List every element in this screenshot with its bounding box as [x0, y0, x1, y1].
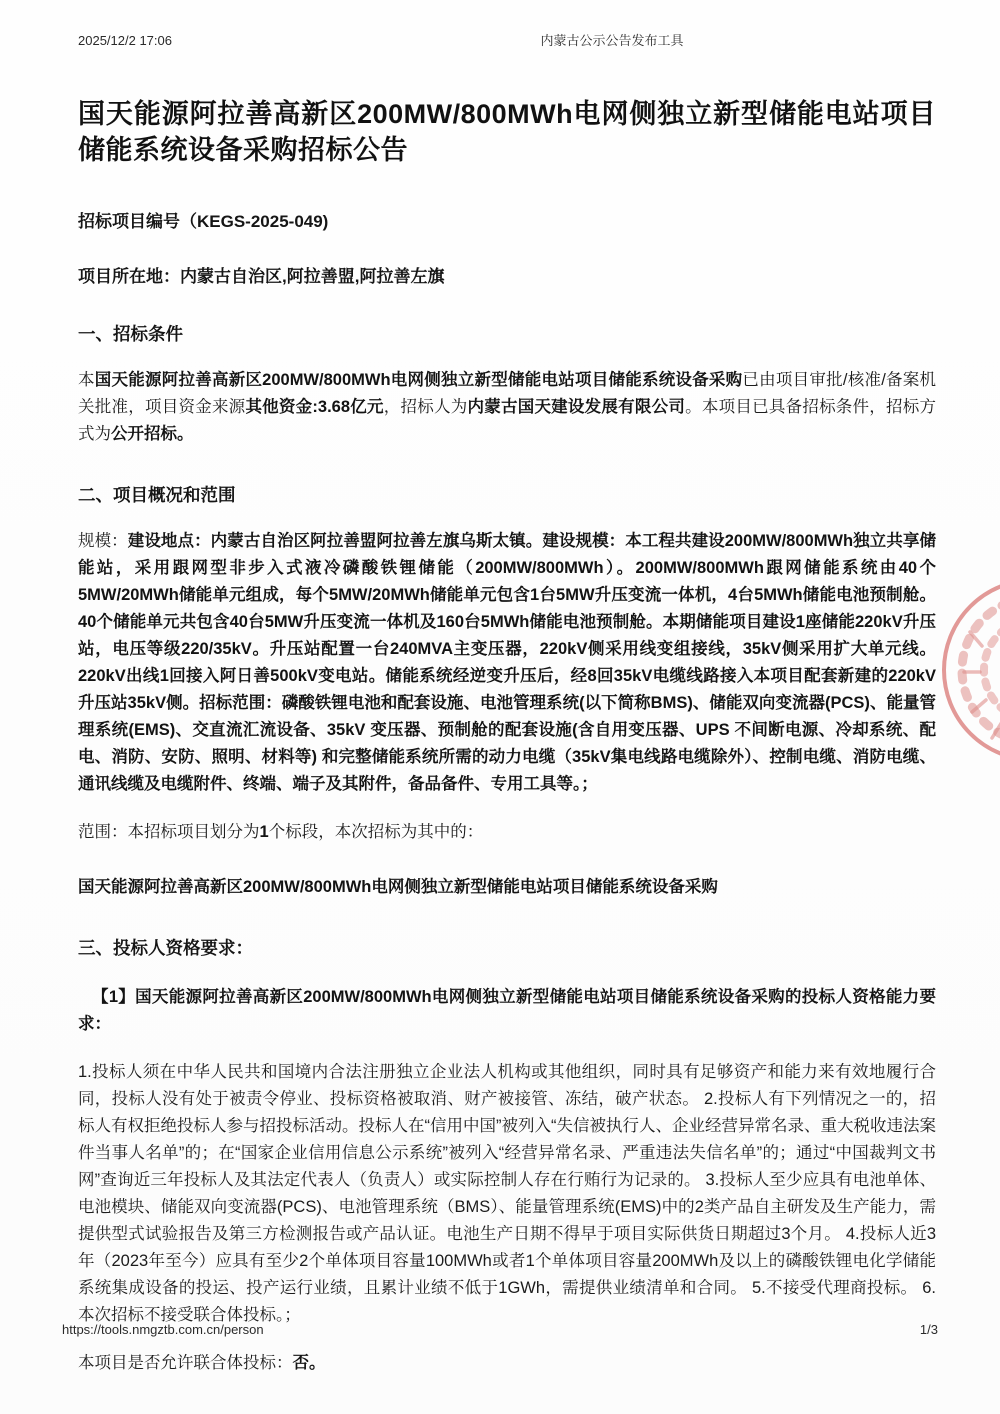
page-number: 1/3	[919, 1322, 938, 1337]
page-footer	[62, 1322, 938, 1337]
qualification-requirements: 1.投标人须在中华人民共和国境内合法注册独立企业法人机构或其他组织，同时具有足够资产和能力来有效地履行合同，投标人没有处于被责令停业、投标资格被取消、财产被接管、冻结，破产状态。 2.投标人有下列情况之一的，招标人有权拒绝投标人参与招投标活动。投标人在“信用中国”被列入“失信被执行人、企业经营异常名录、重大税收违法案件当事人名单”的；在“国家企业信用信息公示系统”被列入“经营异常名录、严重违法失信名单”的；通过“中国裁判文书网”查询近三年投标人及其法定代表人（负责人）或实际控制人存在行贿行为记录的。 3.投标人至少应具有电池单体、电池模块、储能双向变流器(PCS)、电池管理系统（BMS）、能量管理系统(EMS)中的2类产品自主研发及生产能力，需提供型式试验报告及第三方检测报告或产品认证。电池生产日期不得早于项目实际供货日期超过3个月。 4.投标人近3年（2023年至今）应具有至少2个单体项目容量100MWh或者1个单体项目容量200MWh及以上的磷酸铁锂电化学储能系统集成设备的投运、投产运行业绩，且累计业绩不低于1GWh，需提供业绩清单和合同。 5.不接受代理商投标。 6.本次招标不接受联合体投标。；	[78, 1062, 936, 1324]
consortium-line: 本项目是否允许联合体投标：否。	[78, 1353, 326, 1372]
project-location: 项目所在地：内蒙古自治区,阿拉善盟,阿拉善左旗	[78, 266, 445, 286]
publishing-tool-name: 内蒙古公示公告发布工具	[540, 33, 684, 48]
document-body	[78, 97, 936, 1377]
section-1-heading: 一、招标条件	[78, 323, 183, 344]
print-datetime: 2025/12/2 17:06	[78, 33, 172, 48]
qualification-title: 【1】国天能源阿拉善高新区200MW/800MWh电网侧独立新型储能电站项目储能系统设备采购的投标人资格能力要求：	[78, 987, 936, 1033]
tender-project-number: 招标项目编号（KEGS-2025-049)	[78, 211, 329, 231]
document-title: 国天能源阿拉善高新区200MW/800MWh电网侧独立新型储能电站项目储能系统设备采购招标公告	[78, 99, 936, 165]
section-1-paragraph: 本国天能源阿拉善高新区200MW/800MWh电网侧独立新型储能电站项目储能系统设备采购已由项目审批/核准/备案机关批准，项目资金来源其他资金:3.68亿元，招标人为内蒙古国天建设发展有限公司。本项目已具备招标条件，招标方式为公开招标。	[78, 370, 937, 443]
lot-name-line: 国天能源阿拉善高新区200MW/800MWh电网侧独立新型储能电站项目储能系统设备采购	[78, 877, 718, 896]
scale-paragraph: 规模：建设地点：内蒙古自治区阿拉善盟阿拉善左旗乌斯太镇。建设规模：本工程共建设200MW/800MWh独立共享储能站，采用跟网型非步入式液冷磷酸铁锂储能（200MW/800MWh）。200MW/800MWh跟网储能系统由40个5MW/20MWh储能单元组成，每个5MW/20MWh储能单元包含1台5MW升压变流一体机，4台5MWh储能电池预制舱。40个储能单元共包含40台5MW升压变流一体机及160台5MWh储能电池预制舱。本期储能项目建设1座储能220kV升压站，电压等级220/35kV。升压站配置一台240MVA主变压器，220kV侧采用线变组接线，35kV侧采用扩大单元线。220kV出线1回接入阿日善500kV变电站。储能系统经逆变升压后，经8回35kV电缆线路接入本项目配套新建的220kV升压站35kV侧。招标范围：磷酸铁锂电池和配套设施、电池管理系统(以下简称BMS)、储能双向变流器(PCS)、能量管理系统(EMS)、交直流汇流设备、35kV 变压器、预制舱的配套设施(含自用变压器、UPS 不间断电源、冷却系统、配电、消防、安防、照明、材料等) 和完整储能系统所需的动力电缆（35kV集电线路电缆除外）、控制电缆、消防电缆、通讯线缆及电缆附件、终端、端子及其附件，备品备件、专用工具等。；	[78, 531, 937, 793]
red-official-seal-icon	[930, 572, 1000, 772]
page-header	[78, 30, 936, 49]
scope-paragraph: 范围：本招标项目划分为1个标段，本次招标为其中的：	[78, 822, 484, 841]
section-3-heading: 三、投标人资格要求：	[78, 937, 253, 958]
footer-url: https://tools.nmgztb.com.cn/person	[62, 1322, 264, 1337]
section-2-heading: 二、项目概况和范围	[78, 484, 236, 505]
